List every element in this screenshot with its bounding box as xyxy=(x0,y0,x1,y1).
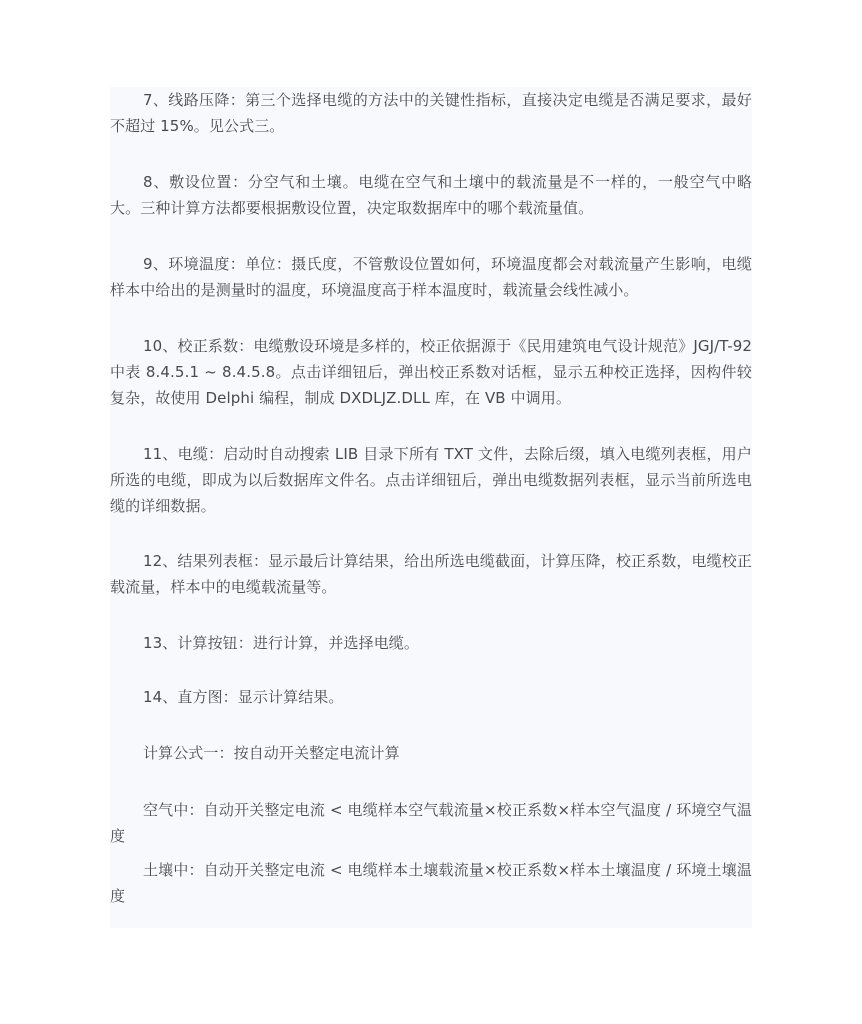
paragraph-formula-air: 空气中：自动开关整定电流 < 电缆样本空气载流量×校正系数×样本空气温度 / 环境空气温度 xyxy=(110,801,752,845)
paragraph-formula-one-title: 计算公式一：按自动开关整定电流计算 xyxy=(143,744,400,762)
paragraph-cable: 11、电缆：启动时自动搜索 LIB 目录下所有 TXT 文件，去除后缀，填入电缆列表框，用户所选的电缆，即成为以后数据库文件名。点击详细钮后，弹出电缆数据列表框，显示当前所选电缆的详细数据。 xyxy=(110,445,752,515)
paragraph-histogram: 14、直方图：显示计算结果。 xyxy=(143,688,344,706)
paragraph-calculate-button: 13、计算按钮：进行计算，并选择电缆。 xyxy=(143,634,419,652)
paragraph-ambient-temperature: 9、环境温度：单位：摄氏度，不管敷设位置如何，环境温度都会对载流量产生影响，电缆样本中给出的是测量时的温度，环境温度高于样本温度时，载流量会线性减小。 xyxy=(110,255,752,299)
paragraph-formula-soil: 土壤中：自动开关整定电流 < 电缆样本土壤载流量×校正系数×样本土壤温度 / 环境土壤温度 xyxy=(110,861,752,905)
paragraph-laying-position: 8、敷设位置：分空气和土壤。电缆在空气和土壤中的载流量是不一样的，一般空气中略大。三种计算方法都要根据敷设位置，决定取数据库中的哪个载流量值。 xyxy=(110,173,752,217)
paragraph-correction-factor: 10、校正系数：电缆敷设环境是多样的，校正依据源于《民用建筑电气设计规范》JGJ/T-92 中表 8.4.5.1 ~ 8.4.5.8。点击详细钮后，弹出校正系数对话框，显示五种校正选择，因构件较复杂，故使用 Delphi 编程，制成 DXDLJZ.DLL 库，在 VB 中调用。 xyxy=(110,337,752,407)
document-body xyxy=(110,87,752,928)
paragraph-line-voltage-drop: 7、线路压降：第三个选择电缆的方法中的关键性指标，直接决定电缆是否满足要求，最好不超过 15%。见公式三。 xyxy=(110,91,752,135)
paragraph-result-list: 12、结果列表框：显示最后计算结果，给出所选电缆截面，计算压降，校正系数，电缆校正载流量，样本中的电缆载流量等。 xyxy=(110,552,752,596)
